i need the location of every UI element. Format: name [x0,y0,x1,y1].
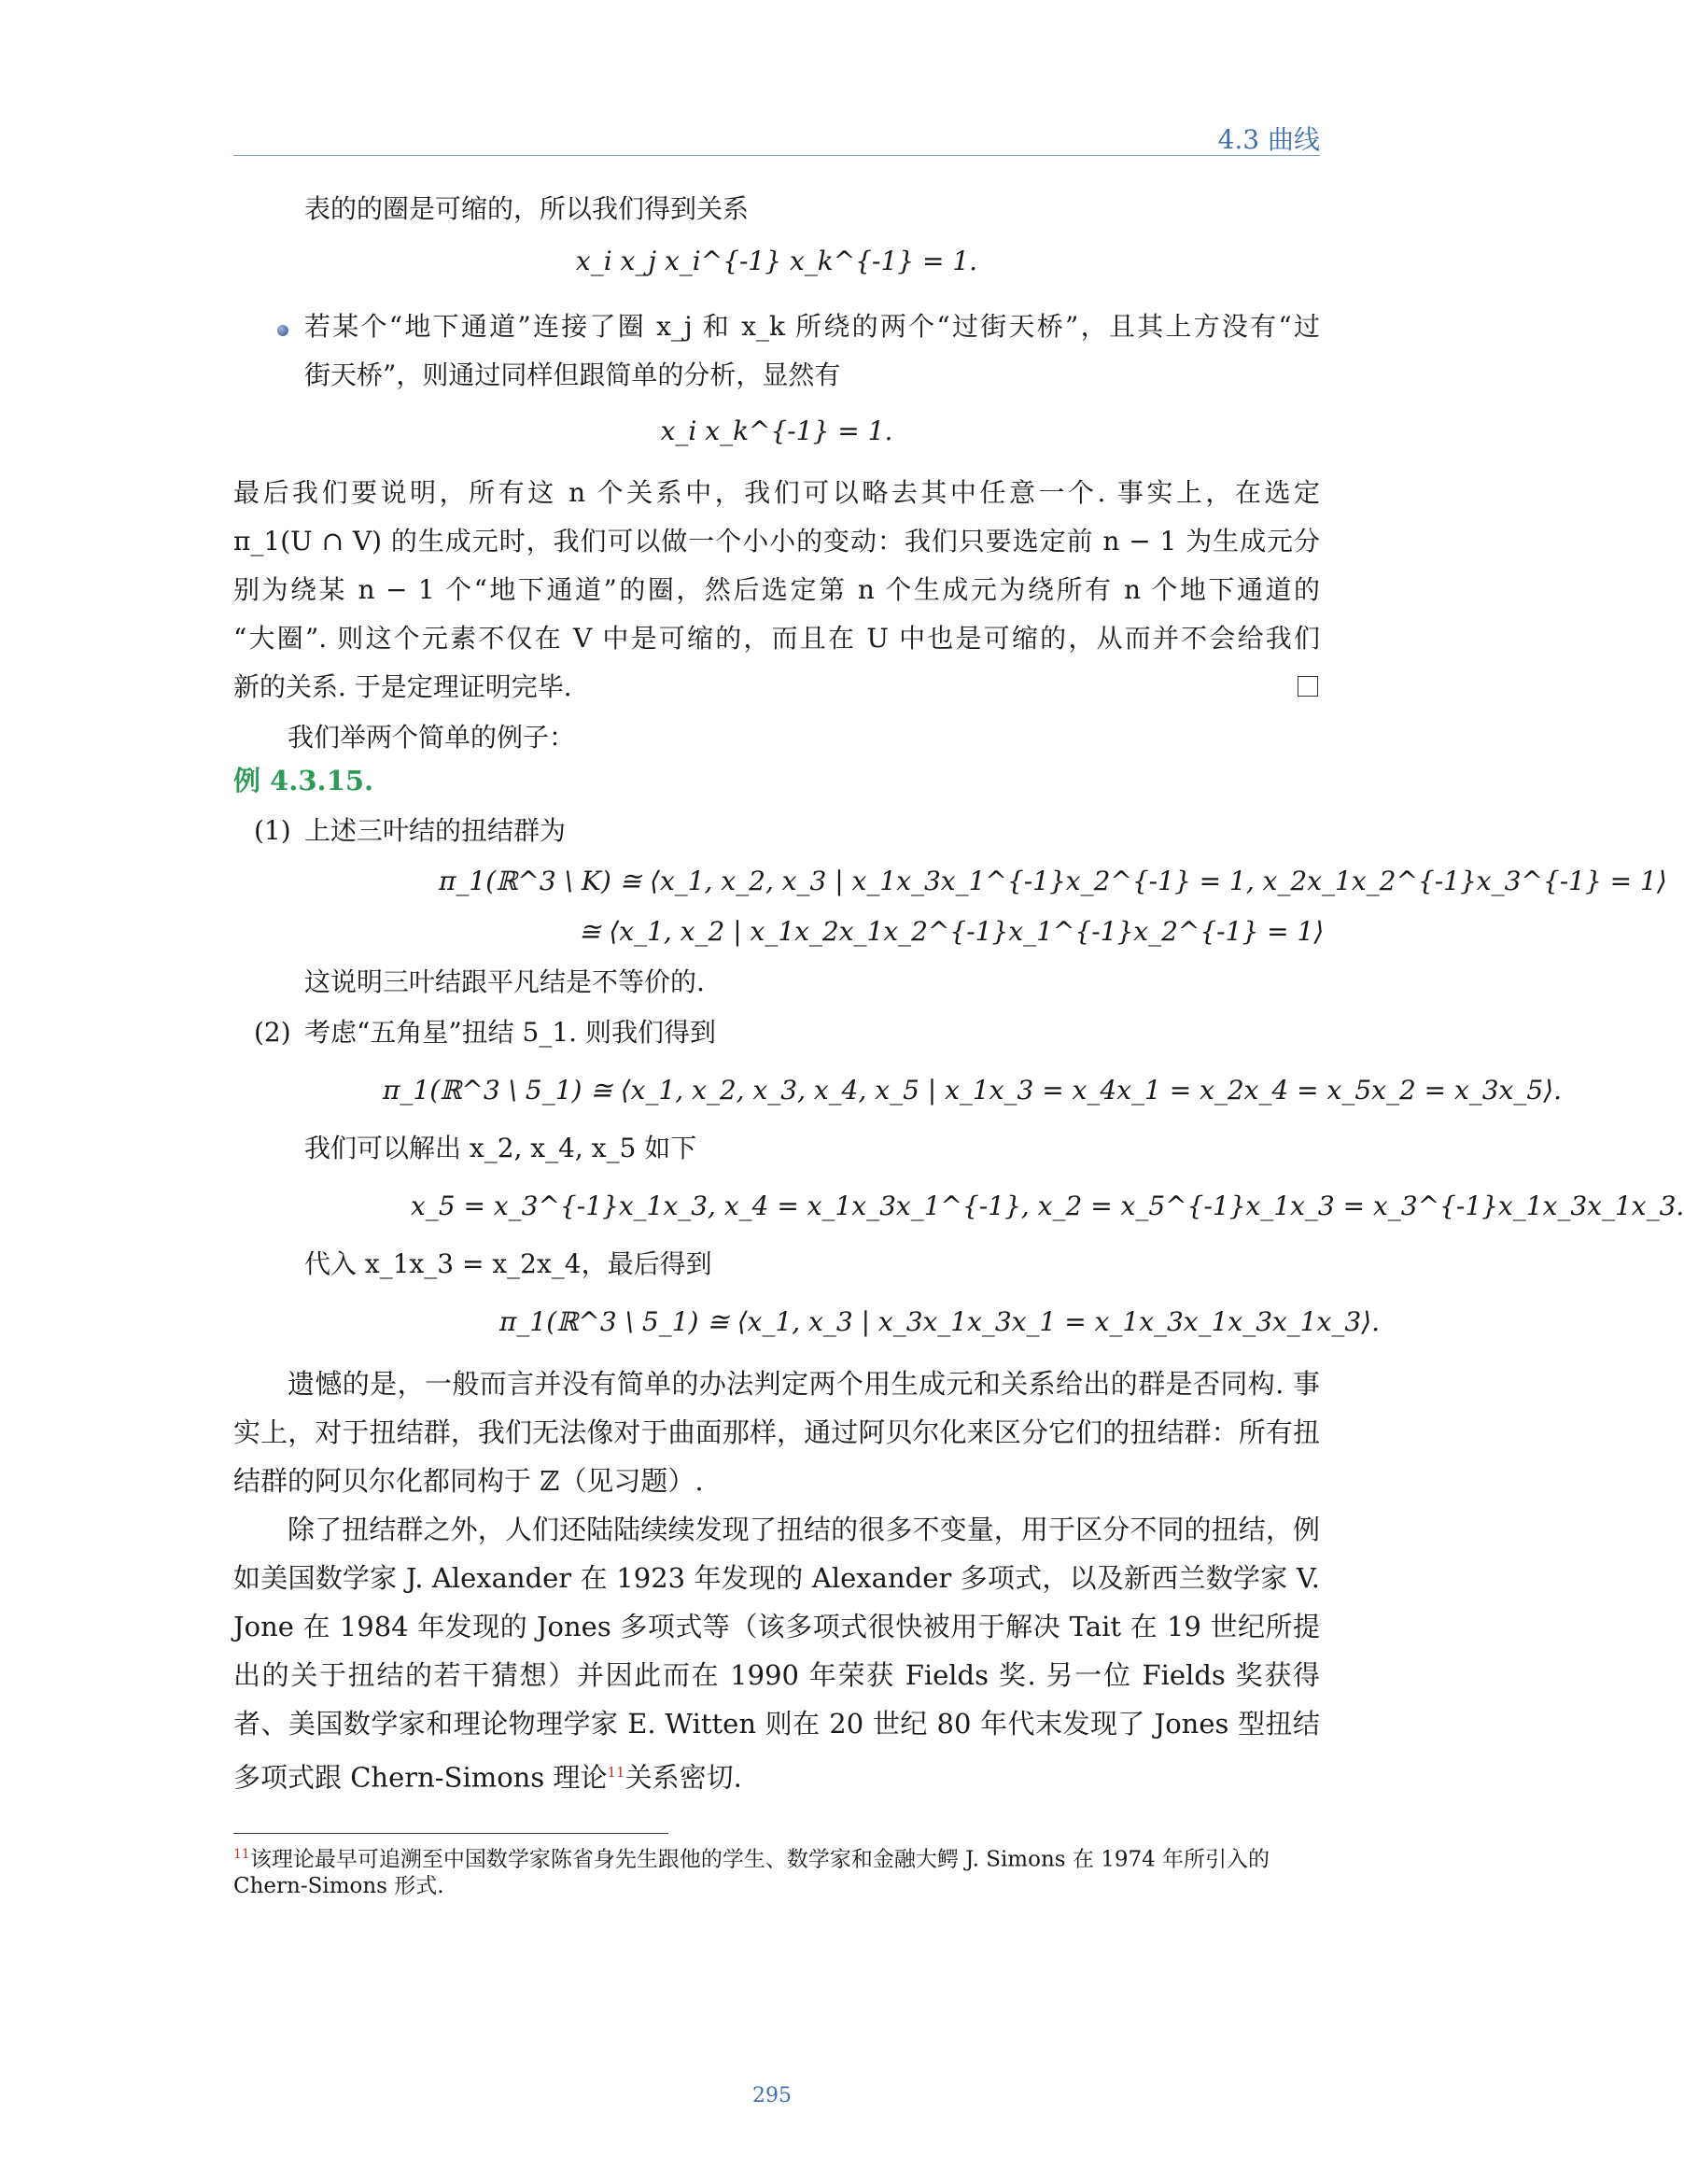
item-text: 我们可以解出 x_2, x_4, x_5 如下 [304,1133,697,1163]
item-note: 这说明三叶结跟平凡结是不等价的. [304,966,705,997]
page-number: 295 [752,2084,792,2107]
item-text: 上述三叶结的扭结群为 [304,815,567,846]
text-line: 最后我们要说明，所有这 n 个关系中，我们可以略去其中任意一个. 事实上，在选定 [233,477,1320,508]
bullet-text: 若某个“地下通道”连接了圈 x_j 和 x_k 所绕的两个“过街天桥”，且其上方没有“过 [304,311,1320,342]
bullet-icon [277,325,288,336]
item-text: 考虑“五角星”扭结 5_1. 则我们得到 [304,1017,716,1048]
equation: x_i x_k^{-1} = 1. [660,416,893,446]
footnote-reference[interactable]: 11 [607,1764,625,1781]
paragraph-text: 关系密切. [624,1761,742,1794]
example-title: 例 4.3.15. [233,765,374,796]
footnote-mark: 11 [233,1847,250,1862]
equation: ≅ ⟨x_1, x_2 | x_1x_2x_1x_2^{-1}x_1^{-1}x_2^{-1} = 1⟩ [579,916,1325,947]
paragraph-text: 除了扭结群之外，人们还陆陆续续发现了扭结的很多不变量，用于区分不同的扭结，例如美国数学家 J. Alexander 在 1923 年发现的 Alexander 多项式，以及新西兰数学家 V. Jone 在 1984 年发现的 Jones 多项式等（该多项式很快被用于解决 Tait 在 19 世纪所提出的关于扭结的若干猜想）并因此而在 1990 年荣获 Fields 奖. 另一位 Fields 奖获得者、美国数学家和理论物理学家 E. Witten 则在 20 世纪 80 年代末发现了 Jones 型扭结多项式跟 Chern-Simons 理论 [233,1514,1320,1794]
text-line: 新的关系. 于是定理证明完毕. [233,671,572,702]
text-line: “大圈”. 则这个元素不仅在 V 中是可缩的，而且在 U 中也是可缩的，从而并不会给我们 [233,623,1320,654]
paragraph [233,1505,1320,1802]
text-line: π_1(U ∩ V) 的生成元时，我们可以做一个小小的变动：我们只要选定前 n − 1 为生成元分 [233,526,1320,557]
header-rule [233,155,1320,156]
text-line: 我们举两个简单的例子： [288,722,576,753]
text-line: 表的的圈是可缩的，所以我们得到关系 [304,193,750,224]
paragraph: 遗憾的是，一般而言并没有简单的办法判定两个用生成元和关系给出的群是否同构. 事实上，对于扭结群，我们无法像对于曲面那样，通过阿贝尔化来区分它们的扭结群：所有扭结群的阿贝尔化都同构于 ℤ（见习题）. [233,1368,1320,1497]
item-label: (2) [254,1017,291,1048]
running-header [233,120,1320,157]
header-title: 4.3 曲线 [1217,124,1320,155]
text-line: 别为绕某 n − 1 个“地下通道”的圈，然后选定第 n 个生成元为绕所有 n 个地下通道的 [233,574,1320,605]
equation: π_1(ℝ^3 \ 5_1) ≅ ⟨x_1, x_3 | x_3x_1x_3x_1 = x_1x_3x_1x_3x_1x_3⟩. [499,1306,1381,1337]
footnote [233,1841,1320,1899]
equation: x_i x_j x_i^{-1} x_k^{-1} = 1. [575,246,978,276]
equation: π_1(ℝ^3 \ 5_1) ≅ ⟨x_1, x_2, x_3, x_4, x_5 | x_1x_3 = x_4x_1 = x_2x_4 = x_5x_2 = x_3x_5⟩. [383,1075,1563,1106]
equation: π_1(ℝ^3 \ K) ≅ ⟨x_1, x_2, x_3 | x_1x_3x_1^{-1}x_2^{-1} = 1, x_2x_1x_2^{-1}x_3^{-1} = 1⟩ [439,866,1667,896]
bullet-text: 街天桥”，则通过同样但跟简单的分析，显然有 [304,359,841,390]
item-label: (1) [254,815,291,846]
equation: x_5 = x_3^{-1}x_1x_3, x_4 = x_1x_3x_1^{-1}, x_2 = x_5^{-1}x_1x_3 = x_3^{-1}x_1x_3x_1x_3. [411,1191,1684,1221]
footnote-rule [233,1833,668,1834]
footnote-text: 该理论最早可追溯至中国数学家陈省身先生跟他的学生、数学家和金融大鳄 J. Simons 在 1974 年所引入的 Chern-Simons 形式. [233,1847,1270,1898]
item-text: 代入 x_1x_3 = x_2x_4，最后得到 [304,1248,712,1279]
qed-box-icon [1298,676,1318,697]
